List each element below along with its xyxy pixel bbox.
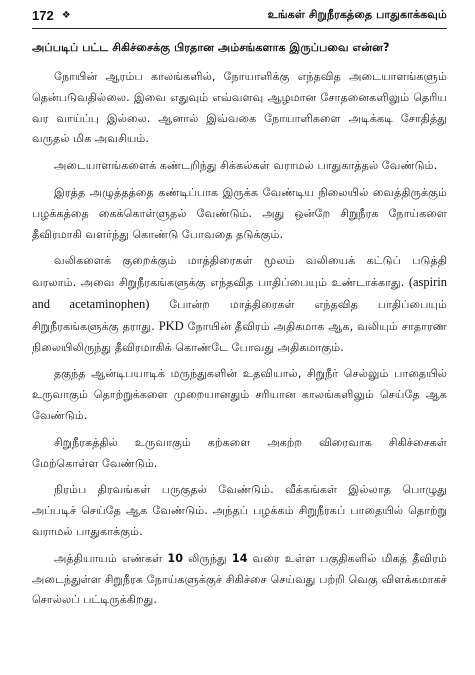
paragraph-text: வரை உள்ள பகுதிகளில் மிகத் தீவிரம் அடைந்துள்ள சிறுநீரக நோய்களுக்குச் சிகிச்சை செய்வது பற்றி வெகு விளக்கமாகச் சொல்லப் பட்டிருக்கிறது. bbox=[32, 551, 447, 607]
paragraph bbox=[32, 549, 447, 611]
drug-names: (aspirin and acetaminophen) bbox=[32, 275, 447, 311]
diamond-ornament-icon: ❖ bbox=[61, 9, 71, 21]
chapter-number: 10 bbox=[167, 551, 183, 565]
paragraph-text: லிருந்து bbox=[182, 551, 232, 565]
page-number: 172 bbox=[32, 7, 54, 23]
paragraph: நிரம்ப திரவங்கள் பருகுதல் வேண்டும். வீக்கங்கள் இல்லாத பொழுது அப்படிச் செய்தே ஆக வேண்டும். அந்தப் பழக்கம் சிறுநீரகப் பாதையில் தொற்று வராமல் பாதுகாக்கும். bbox=[32, 483, 447, 538]
paragraph-text: போன்ற மாத்திரைகள் எந்தவித பாதிப்பையும் சிறுநீரகங்களுக்கு தராது. bbox=[32, 297, 447, 333]
paragraph: சிறுநீரகத்தில் உருவாகும் கற்களை அகற்ற விரைவாக சிகிச்சைகள் மேற்கொள்ள வேண்டும். bbox=[32, 435, 447, 470]
section-question: அப்படிப் பட்ட சிகிச்சைக்கு பிரதான அம்சங்களாக இருப்பவை என்ன? bbox=[32, 41, 390, 54]
running-title: உங்கள் சிறுநீரகத்தை பாதுகாக்கவும் bbox=[267, 7, 447, 21]
paragraph: அடையாளங்களைக் கண்டறிந்து சிக்கல்கள் வராமல் பாதுகாத்தல் வேண்டும். bbox=[54, 159, 438, 173]
paragraph bbox=[32, 251, 447, 358]
paragraph-text: வலிகளைக் குறைக்கும் மாத்திரைகள் மூலம் வலியைக் கட்டுப் படுத்தி வரலாம். அவை சிறுநீரகங்களுக்கு எந்தவித பாதிப்பையும் உண்டாக்காது. bbox=[32, 254, 447, 290]
running-header bbox=[32, 2, 447, 29]
paragraph-text: நோயின் தீவிரம் அதிகமாக ஆக, வலியும் சாதாரண நிலையிலிருந்து தீவிரமாகிக் கொண்டே போவது அதிகமாகும். bbox=[32, 319, 447, 354]
paragraph: நோயின் ஆரம்ப காலங்களில், நோயாளிக்கு எந்தவித அடையாளங்களும் தென்படுவதில்லை. இவை எதுவும் எவ்வளவு ஆழமான சோதனைகளிலும் தெரிய வர வாய்ப்பு இல்லை. ஆனால் இவ்வகை நோயாளிகளை அடிக்கடி சோதித்து வருதல் மிக அவசியம். bbox=[32, 70, 447, 146]
paragraph-text: அத்தியாயம் எண்கள் bbox=[54, 551, 168, 565]
paragraph: தகுந்த ஆன்டிபயாடிக் மருந்துகளின் உதவியால், சிறுநீர் செல்லும் பாதையில் உருவாகும் தொற்றுக்களை முறையானதும் சரியான காலங்களிலும் செய்தே ஆக வேண்டும். bbox=[32, 367, 447, 422]
disease-abbreviation: PKD bbox=[158, 318, 184, 333]
chapter-number: 14 bbox=[231, 551, 248, 565]
header-left bbox=[32, 8, 71, 23]
paragraph: இரத்த அழுத்தத்தை கண்டிப்பாக இருக்க வேண்டிய நிலையில் வைத்திருக்கும் பழக்கத்தை கைக்கொள்ளுதல் வேண்டும். அது ஒன்றே சிறுநீரக நோய்களை தீவிரமாகி வளர்ந்து கொண்டு போவதை தடுக்கும். bbox=[32, 185, 447, 241]
